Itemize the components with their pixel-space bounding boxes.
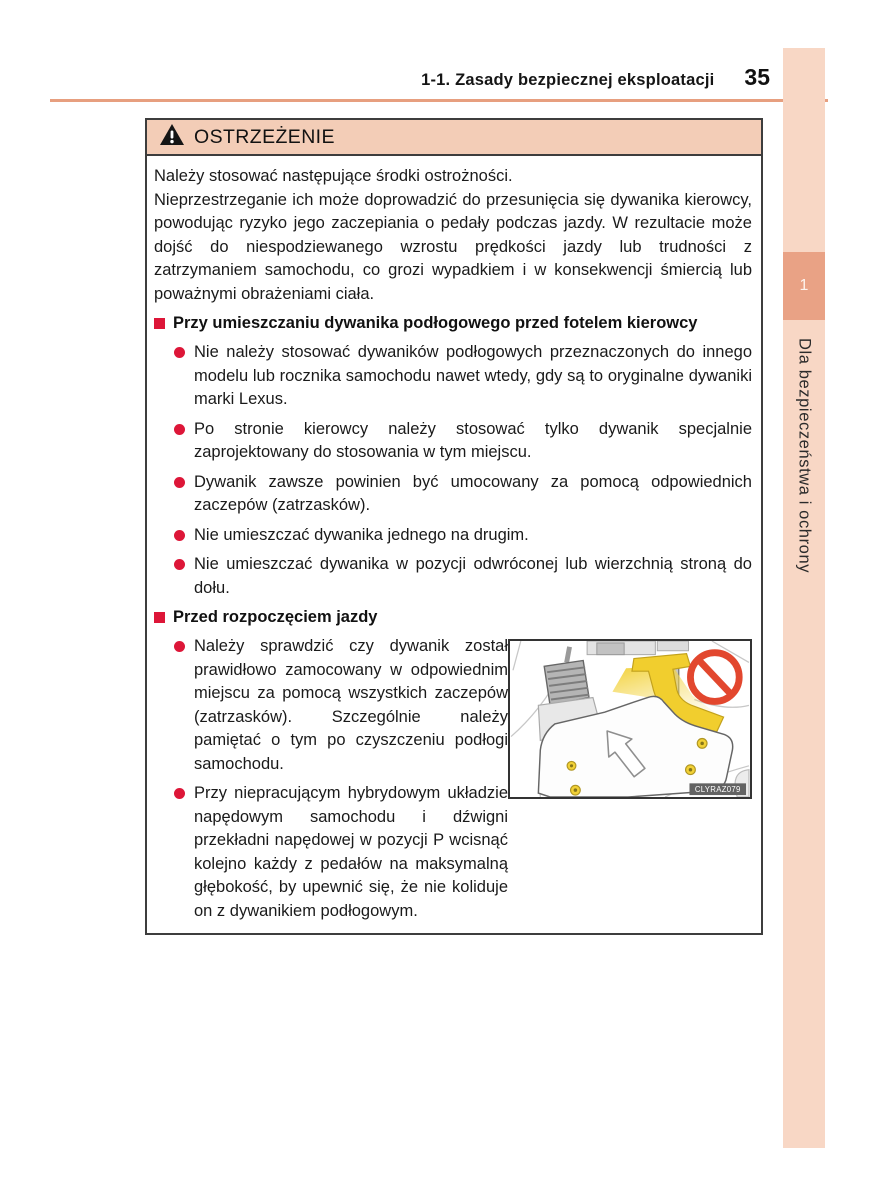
dash-underside [587,641,688,655]
bullet-icon [174,530,185,541]
breadcrumb: 1-1. Zasady bezpiecznej eksploatacji [421,71,715,89]
warning-body [147,156,761,933]
bullet-text: Nie umieszczać dywanika jednego na drugim. [194,525,529,544]
section-heading-before-driving [154,606,752,629]
bullet-icon [174,559,185,570]
figure-floor-mat-illustration [508,639,752,799]
bullet-item [154,635,508,776]
bullet-text: Po stronie kierowcy należy stosować tylko dywanik specjalnie zaprojektowany do stosowania w tym miejscu. [194,419,752,461]
bullet-icon [174,788,185,799]
section-heading-text: Przy umieszczaniu dywanika podłogowego przed fotelem kierowcy [173,314,698,332]
bullet-icon [174,347,185,358]
bullet-item [154,418,752,465]
figure-code-plate [689,783,746,795]
warning-box [145,118,763,935]
section-marker-icon [154,612,165,623]
section-heading-mats [154,312,752,335]
page-number: 35 [744,64,770,90]
section-marker-icon [154,318,165,329]
bullet-item [154,782,508,923]
warning-header [147,120,761,156]
warning-title: OSTRZEŻENIE [194,125,335,148]
page-header [421,64,770,91]
bullet-text: Przy niepracującym hybrydowym układzie napędowym samochodu i dźwigni przekładni napędowej w pozycji P wcisnąć kolejno każdy z pedałów na maksymalną głębokość, by upewnić się, że nie koliduje on z dywanikiem podłogowym. [194,784,508,920]
bullet-item [154,471,752,518]
sidebar-strip [783,48,825,1148]
warning-triangle-icon [159,123,185,151]
warning-intro-line1: Należy stosować następujące środki ostrożności. [154,167,513,185]
bullet-item [154,553,752,600]
warning-intro-para: Nieprzestrzeganie ich może doprowadzić do przesunięcia się dywanika kierowcy, powodując ryzyko jego zaczepiania o pedały podczas jazdy. W rezultacie może dojść do niespodziewanego wzrostu prędkości jazdy lub trudności z zatrzymaniem samochodu, co grozi wypadkiem i w konsekwencji śmiercią lub poważnymi obrażeniami ciała. [154,190,752,303]
bullet-text: Nie umieszczać dywanika w pozycji odwróconej lub wierzchnią stroną do dołu. [194,555,752,597]
two-column-zone [154,635,752,923]
header-rule [50,99,828,102]
chapter-title-vertical: Dla bezpieczeństwa i ochrony [795,338,814,574]
prohibition-icon [690,653,739,702]
bullet-icon [174,641,185,652]
bullet-item [154,524,752,548]
chapter-tab [783,252,825,320]
figure-code: CLYRAZ079 [694,785,741,795]
bullet-text: Nie należy stosować dywaników podłogowych przeznaczonych do innego modelu lub rocznika samochodu nawet wtedy, gdy są to oryginalne dywaniki marki Lexus. [194,343,752,408]
chapter-tab-number: 1 [799,277,809,294]
bullet-item [154,341,752,412]
bullet-icon [174,424,185,435]
bullet-text: Dywanik zawsze powinien być umocowany za pomocą odpowiednich zaczepów (zatrzasków). [194,472,752,514]
bullet-icon [174,477,185,488]
section-heading-text: Przed rozpoczęciem jazdy [173,608,378,626]
bullet-text: Należy sprawdzić czy dywanik został prawidłowo zamocowany w odpowiednim miejscu za pomocą wszystkich zaczepów (zatrzasków). Szczególnie należy pamiętać o tym po czyszczeniu podłogi samochodu. [194,637,508,773]
column-text [154,635,508,923]
